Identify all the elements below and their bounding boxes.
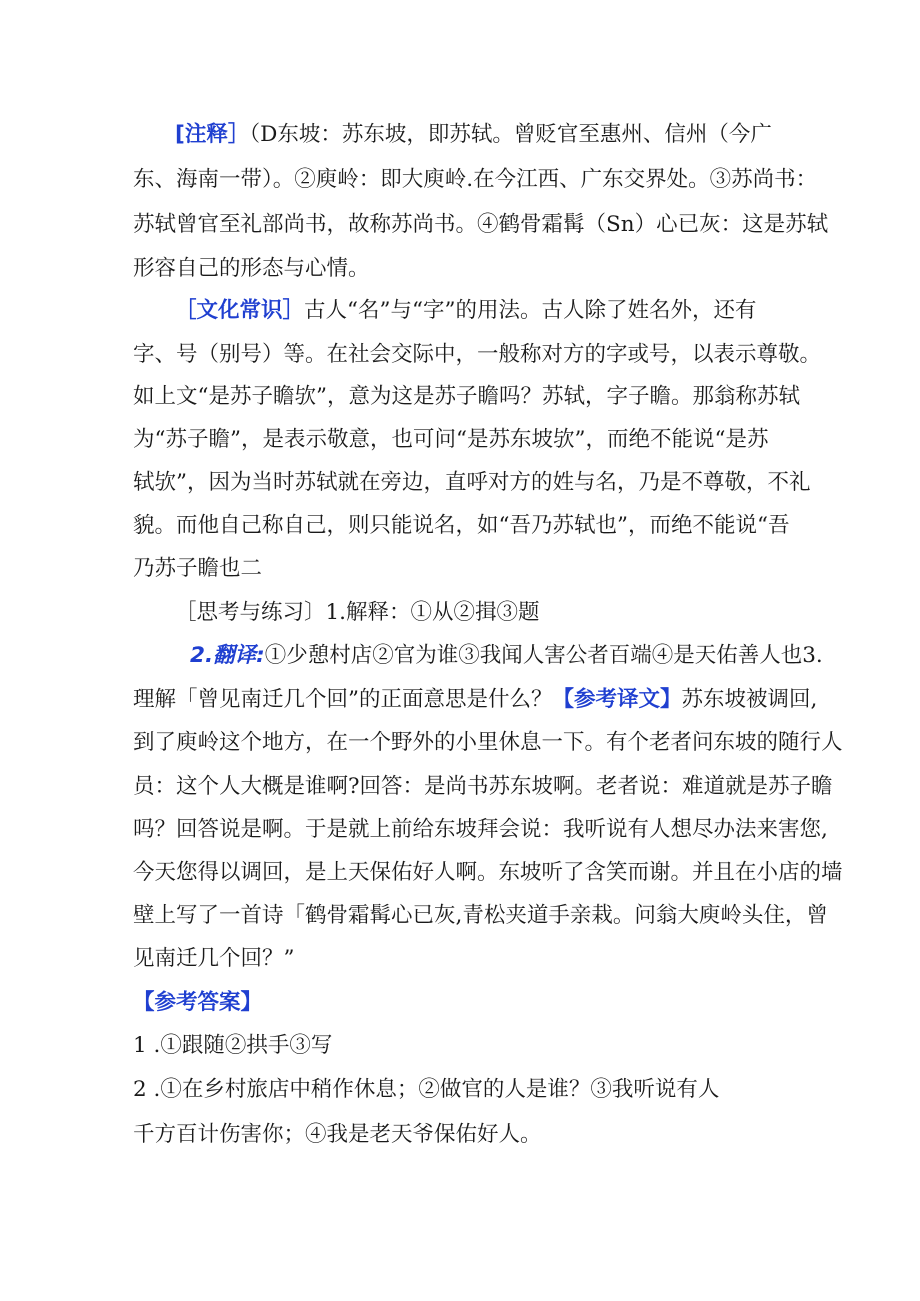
culture-line-5: 轼欤”，因为当时苏轼就在旁边，直呼对方的姓与名，乃是不尊敬，不礼 <box>133 470 811 495</box>
practice-line-1: ［思考与练习〕1.解释：①从②揖③题 <box>175 600 540 625</box>
notes-heading: [注释］ <box>175 122 250 147</box>
culture-line-2: 字、号（别号）等。在社会交际中，一般称对方的字或号，以表示尊敬。 <box>133 342 822 367</box>
ref-line-5: 壁上写了一首诗「鹤骨霜髯心已灰,青松夹道手亲栽。问翁大庾岭头住，曾 <box>133 903 828 928</box>
ref-line-2: 员：这个人大概是谁啊?回答：是尚书苏东坡啊。老者说：难道就是苏子瞻 <box>133 774 833 799</box>
ref-line-4: 今天您得以调回，是上天保佑好人啊。东坡听了含笑而谢。并且在小店的墙 <box>133 860 843 885</box>
ref-translation-label: 【参考译文】 <box>552 687 682 712</box>
notes-line-2: 东、海南一带）。②庾岭：即大庾岭.在今江西、广东交界处。③苏尚书： <box>133 167 818 192</box>
q3-text: 理解「曾见南迁几个回”的正面意思是什么？ <box>133 687 553 712</box>
culture-line-6: 貌。而他自己称自己，则只能说名，如“吾乃苏轼也”，而绝不能说“吾 <box>133 513 790 538</box>
culture-line-3: 如上文“是苏子瞻欤”，意为这是苏子瞻吗？苏轼，字子瞻。那翁称苏轼 <box>133 384 800 409</box>
answers-heading: 【参考答案】 <box>133 990 263 1015</box>
notes-line-4: 形容自己的形态与心情。 <box>133 256 370 281</box>
practice-translate-line <box>190 641 823 671</box>
translate-label: 2.翻译: <box>190 643 265 668</box>
culture-line-7: 乃苏子瞻也二 <box>133 556 263 581</box>
answer-line-1: 1 .①跟随②拱手③写 <box>133 1033 333 1058</box>
ref-line-1: 到了庾岭这个地方，在一个野外的小里休息一下。有个老者问东坡的随行人 <box>133 730 843 755</box>
culture-line-1 <box>175 296 756 326</box>
notes-line-1 <box>175 120 772 150</box>
answer-line-3: 千方百计伤害你；④我是老天爷保佑好人。 <box>133 1122 542 1147</box>
culture-line-4: 为“苏子瞻”，是表示敬意，也可问“是苏东坡欤”，而绝不能说“是苏 <box>133 427 769 452</box>
answer-line-2: 2 .①在乡村旅店中稍作休息；②做官的人是谁？③我听说有人 <box>133 1077 720 1102</box>
ref-line-3: 吗？回答说是啊。于是就上前给东坡拜会说：我听说有人想尽办法来害您, <box>133 817 828 842</box>
notes-text: （D东坡：苏东坡，即苏轼。曾贬官至惠州、信州（今广 <box>249 122 772 147</box>
culture-heading: ［文化常识］ <box>175 298 305 323</box>
notes-line-3: 苏轼曾官至礼部尚书，故称苏尚书。④鹤骨霜髯（Sn）心已灰：这是苏轼 <box>133 212 829 237</box>
translate-text: ①少憩村店②官为谁③我闻人害公者百端④是天佑善人也3. <box>264 643 823 668</box>
ref-first-text: 苏东坡被调回, <box>681 687 818 712</box>
ref-line-6: 见南迁几个回？” <box>133 946 295 971</box>
practice-q3-line <box>133 685 817 715</box>
culture-text: 古人“名”与“字”的用法。古人除了姓名外，还有 <box>304 298 757 323</box>
